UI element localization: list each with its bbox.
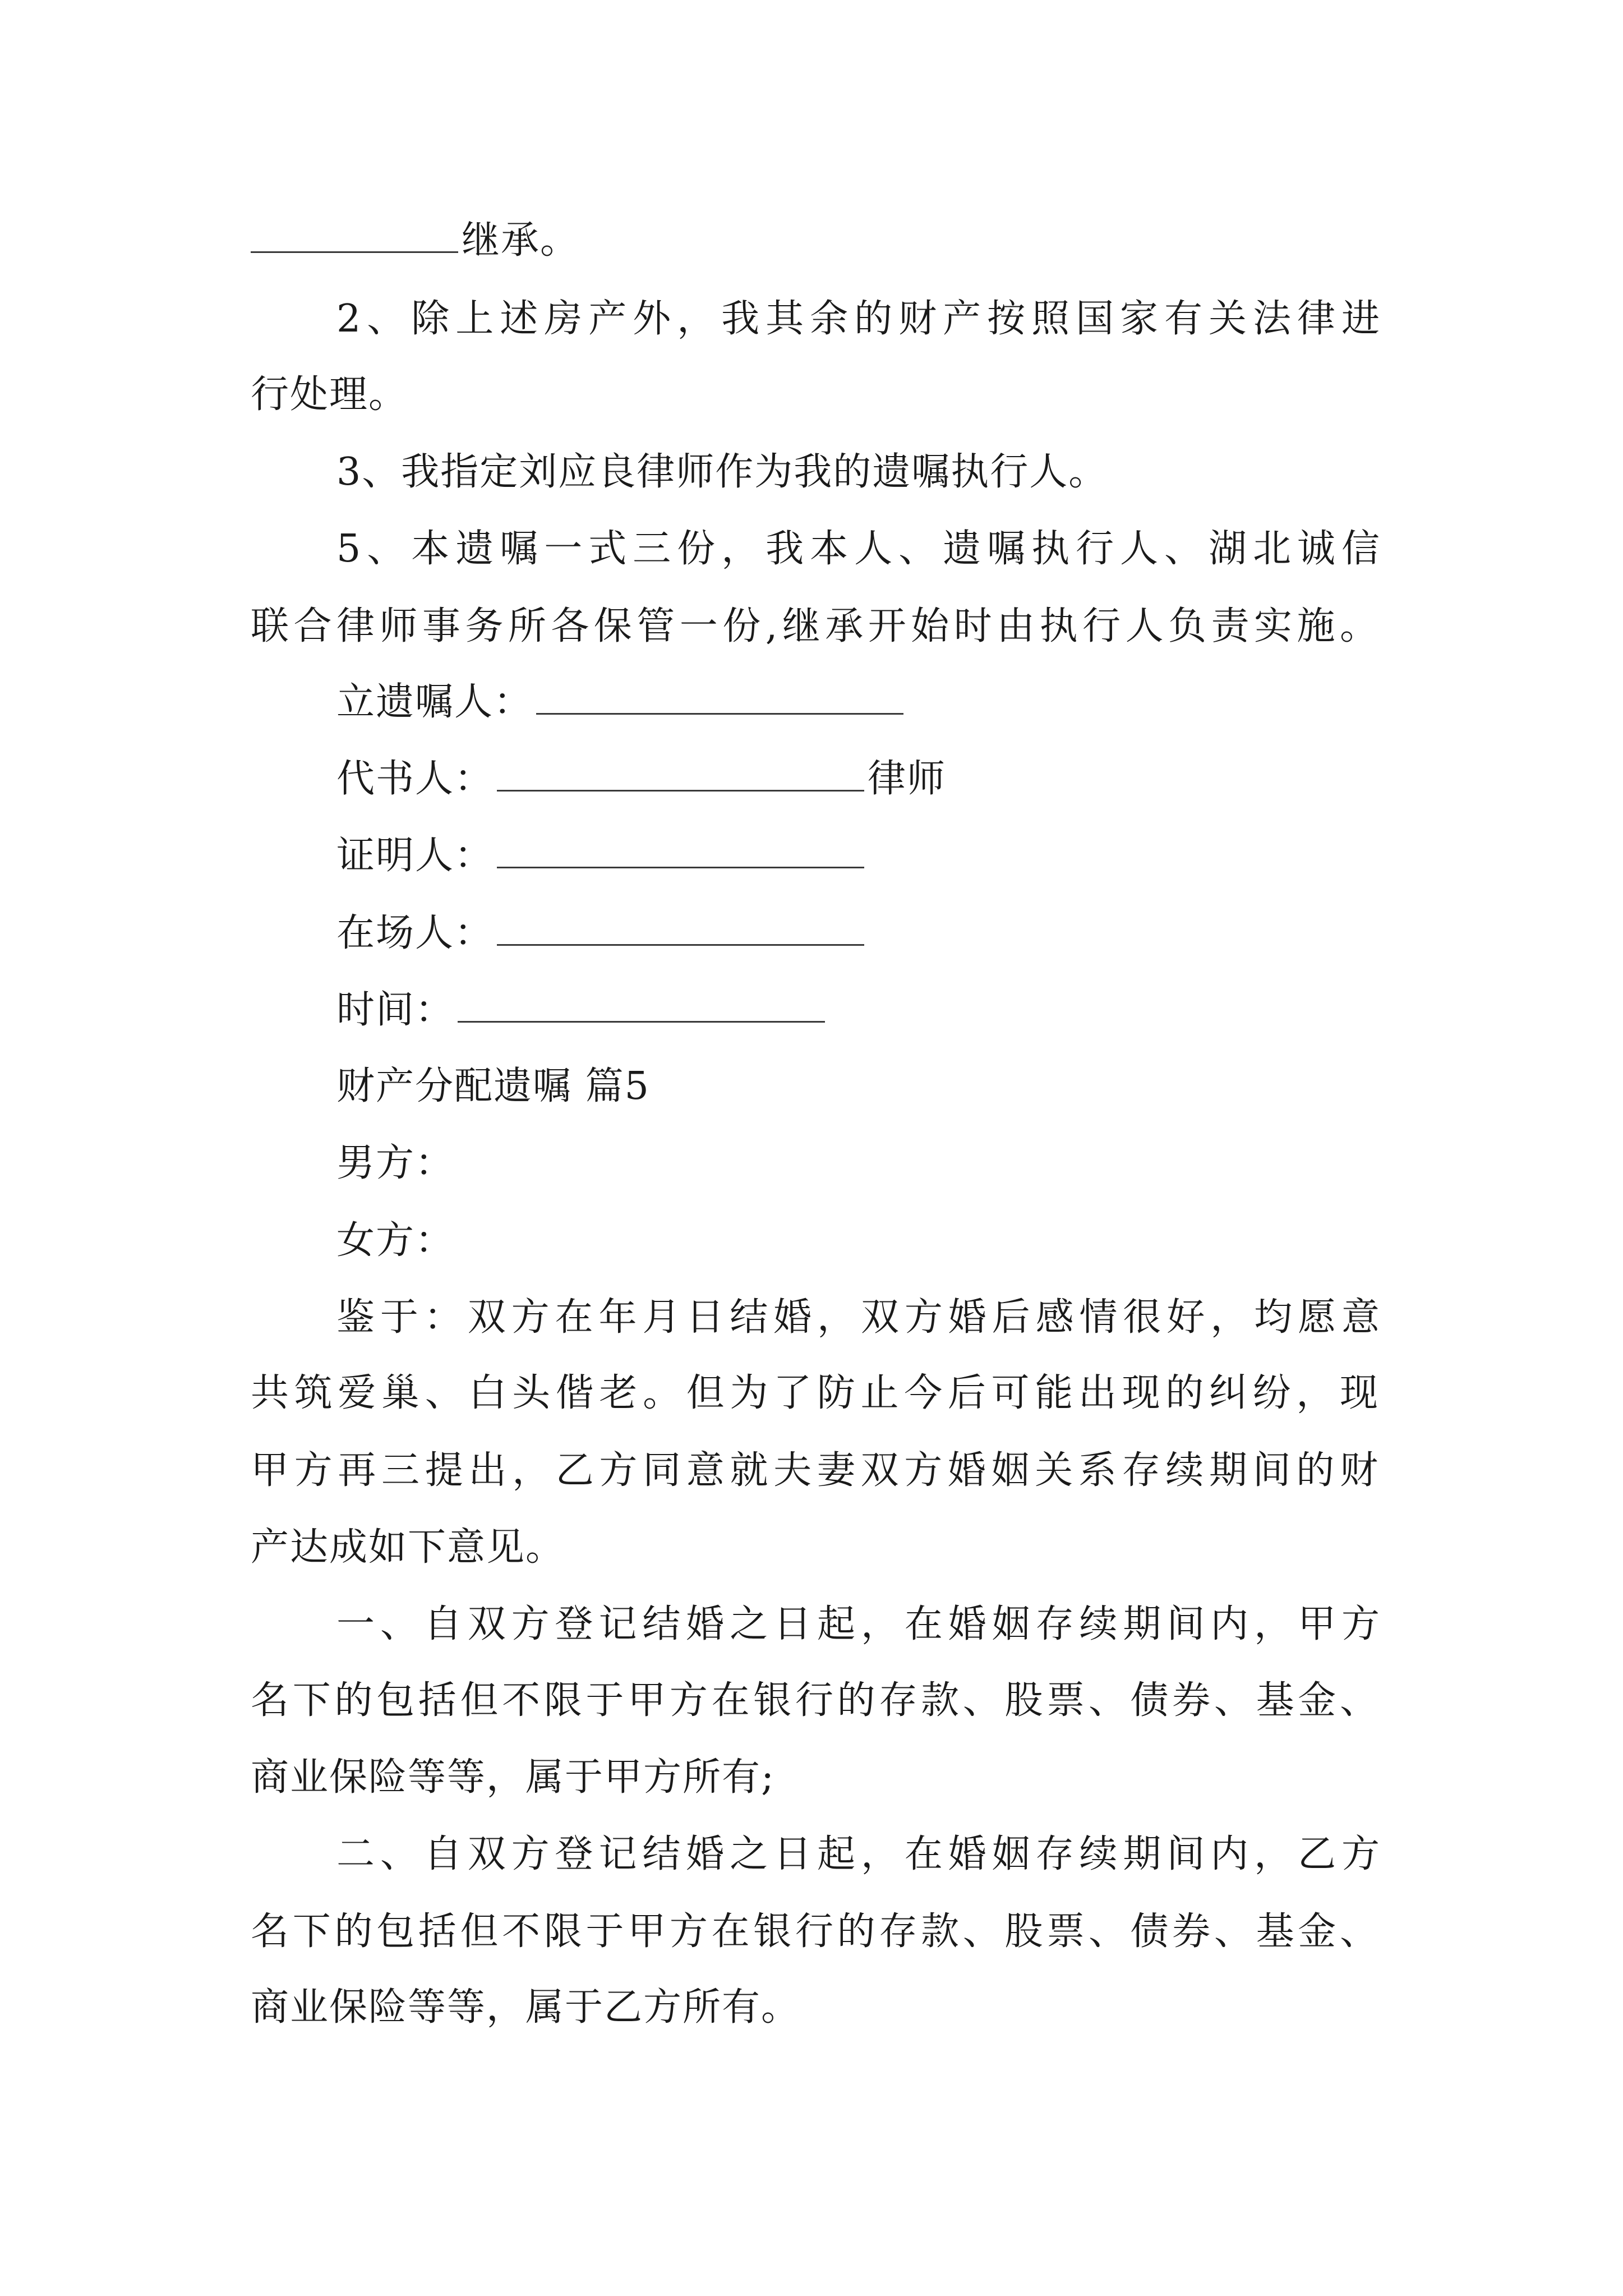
article-2-line-1: 二、自双方登记结婚之日起，在婚姻存续期间内，乙方 bbox=[336, 1832, 1380, 1876]
inheritance-suffix: 继承。 bbox=[462, 218, 580, 263]
witness-blank bbox=[497, 862, 864, 868]
clause-5-line-2: 联合律师事务所各保管一份,继承开始时由执行人负责实施。 bbox=[251, 604, 1378, 648]
article-2-line-3: 商业保险等等，属于乙方所有。 bbox=[251, 1985, 801, 2030]
time-label: 时间： bbox=[336, 988, 455, 1032]
scribe-suffix: 律师 bbox=[868, 757, 947, 801]
scribe-line bbox=[336, 757, 947, 801]
clause-2-line-1: 2、除上述房产外，我其余的财产按照国家有关法律进 bbox=[336, 297, 1380, 341]
testator-blank bbox=[536, 708, 903, 715]
present-blank bbox=[497, 940, 864, 946]
section-heading: 财产分配遗嘱 篇5 bbox=[336, 1064, 650, 1108]
scribe-blank bbox=[497, 785, 864, 792]
witness-line bbox=[336, 834, 868, 878]
heir-blank bbox=[251, 247, 458, 253]
witness-label: 证明人： bbox=[336, 834, 494, 878]
article-1-line-3: 商业保险等等，属于甲方所有; bbox=[251, 1755, 775, 1800]
article-2-line-2: 名下的包括但不限于甲方在银行的存款、股票、债券、基金、 bbox=[251, 1910, 1378, 1954]
article-1-line-1: 一、自双方登记结婚之日起，在婚姻存续期间内，甲方 bbox=[336, 1602, 1380, 1646]
testator-line bbox=[336, 680, 907, 724]
male-party-label: 男方： bbox=[336, 1141, 455, 1185]
whereas-line-3: 甲方再三提出，乙方同意就夫妻双方婚姻关系存续期间的财 bbox=[251, 1448, 1378, 1493]
article-1-line-2: 名下的包括但不限于甲方在银行的存款、股票、债券、基金、 bbox=[251, 1678, 1378, 1723]
testator-label: 立遗嘱人： bbox=[336, 680, 533, 724]
time-line bbox=[336, 988, 828, 1032]
whereas-line-1: 鉴于：双方在年月日结婚，双方婚后感情很好，均愿意 bbox=[336, 1295, 1380, 1340]
inheritance-line bbox=[251, 218, 580, 263]
female-party-label: 女方： bbox=[336, 1218, 455, 1263]
clause-3: 3、我指定刘应良律师作为我的遗嘱执行人。 bbox=[336, 450, 1108, 494]
present-label: 在场人： bbox=[336, 911, 494, 955]
time-blank bbox=[458, 1016, 825, 1023]
whereas-line-2: 共筑爱巢、白头偕老。但为了防止今后可能出现的纠纷，现 bbox=[251, 1371, 1378, 1415]
present-line bbox=[336, 911, 868, 955]
whereas-line-4: 产达成如下意见。 bbox=[251, 1525, 565, 1570]
clause-2-line-2: 行处理。 bbox=[251, 372, 408, 417]
scribe-label: 代书人： bbox=[336, 757, 494, 801]
clause-5-line-1: 5、本遗嘱一式三份，我本人、遗嘱执行人、湖北诚信 bbox=[336, 527, 1380, 571]
